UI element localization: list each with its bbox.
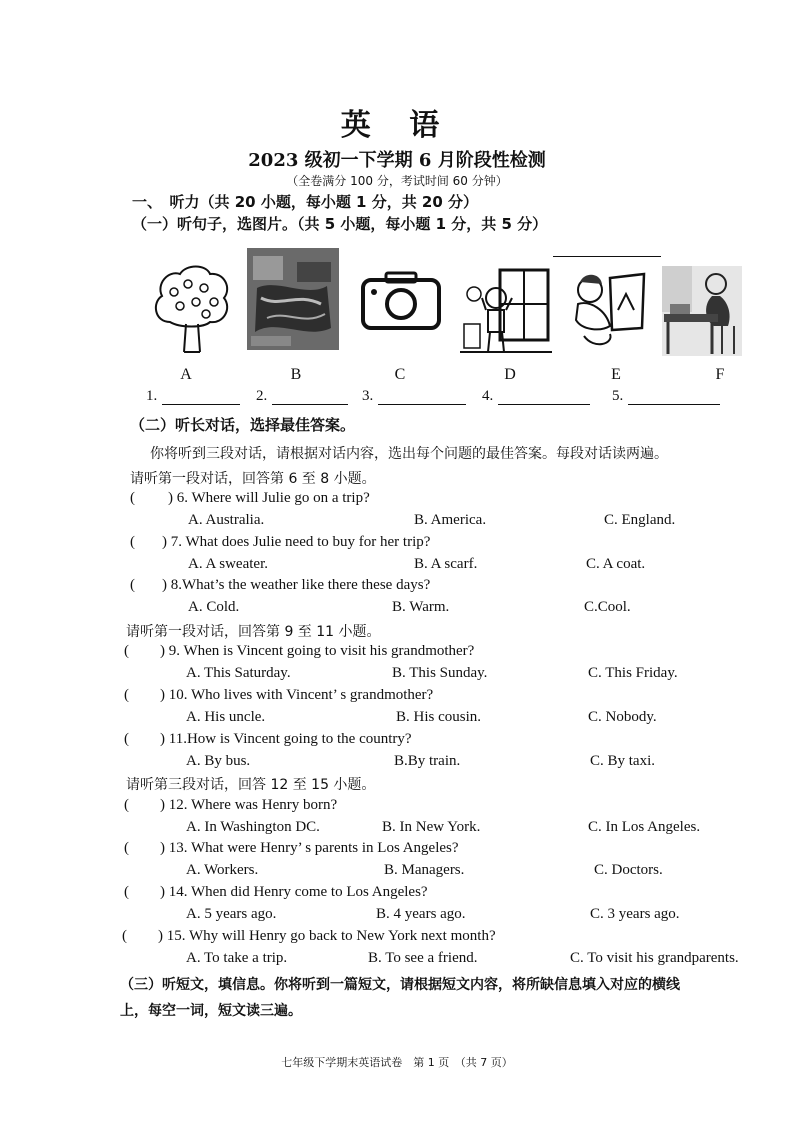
question-10-option-b: B. His cousin. <box>396 709 482 725</box>
apple-tree-icon <box>150 262 234 356</box>
part-3-heading-cont: 上，每空一词，短文读三遍。 <box>120 1003 302 1019</box>
question-11: ) 11.How is Vincent going to the country? <box>160 731 412 747</box>
blank-2-number: 2. <box>256 388 268 404</box>
dialogue-2-intro: 请听第一段对话，回答第 9 至 11 小题。 <box>126 624 381 640</box>
question-9-option-c: C. This Friday. <box>588 665 678 681</box>
blank-5-line[interactable] <box>628 404 720 405</box>
answer-paren[interactable]: ( <box>124 731 129 747</box>
question-7-option-b: B. A scarf. <box>414 556 478 572</box>
question-13: ) 13. What were Henry’ s parents in Los Angeles? <box>160 840 459 856</box>
question-12: ) 12. Where was Henry born? <box>160 797 338 813</box>
answer-paren[interactable]: ( <box>130 490 135 506</box>
blank-1-number: 1. <box>146 388 158 404</box>
part-1-heading: （一）听句子，选图片。（共 5 小题，每小题 1 分，共 5 分） <box>132 215 548 233</box>
question-10: ) 10. Who lives with Vincent’ s grandmother? <box>160 687 434 703</box>
question-14-option-a: A. 5 years ago. <box>186 906 277 922</box>
answer-paren[interactable]: ( <box>124 884 129 900</box>
question-12-option-a: A. In Washington DC. <box>186 819 320 835</box>
boy-window-icon <box>460 268 552 356</box>
answer-paren[interactable]: ( <box>130 534 135 550</box>
question-6-option-c: C. England. <box>604 512 676 528</box>
question-8-option-c: C.Cool. <box>584 599 631 615</box>
blank-4-number: 4. <box>482 388 494 404</box>
picture-label-a: A <box>180 366 192 383</box>
blank-4-line[interactable] <box>498 404 590 405</box>
question-15-option-c: C. To visit his grandparents. <box>570 950 739 966</box>
question-12-option-c: C. In Los Angeles. <box>588 819 701 835</box>
question-11-option-c: C. By taxi. <box>590 753 656 769</box>
picture-label-c: C <box>394 366 406 383</box>
part-2-instruction: 你将听到三段对话，请根据对话内容，选出每个问题的最佳答案。每段对话读两遍。 <box>150 446 668 462</box>
question-14-option-b: B. 4 years ago. <box>376 906 466 922</box>
question-14: ) 14. When did Henry come to Los Angeles? <box>160 884 428 900</box>
question-7: ) 7. What does Julie need to buy for her trip? <box>162 534 431 550</box>
blank-5-number: 5. <box>612 388 624 404</box>
question-9: ) 9. When is Vincent going to visit his grandmother? <box>160 643 475 659</box>
question-11-option-b: B.By train. <box>394 753 461 769</box>
question-15-option-a: A. To take a trip. <box>186 950 288 966</box>
answer-paren[interactable]: ( <box>124 687 129 703</box>
question-6-option-b: B. America. <box>414 512 487 528</box>
answer-paren[interactable]: ( <box>124 797 129 813</box>
photo-b-icon <box>247 248 339 350</box>
exam-subtitle: 2023 级初一下学期 6 月阶段性检测 <box>248 150 546 171</box>
person-desk-icon <box>662 266 742 356</box>
question-13-option-a: A. Workers. <box>186 862 259 878</box>
picture-label-f: F <box>715 366 725 383</box>
question-14-option-c: C. 3 years ago. <box>590 906 680 922</box>
blank-1-line[interactable] <box>162 404 240 405</box>
picture-label-e: E <box>611 366 621 383</box>
question-9-option-a: A. This Saturday. <box>186 665 291 681</box>
question-6-option-a: A. Australia. <box>188 512 265 528</box>
question-7-option-a: A. A sweater. <box>188 556 268 572</box>
dialogue-1-intro: 请听第一段对话，回答第 6 至 8 小题。 <box>130 471 376 487</box>
question-8-option-b: B. Warm. <box>392 599 450 615</box>
question-11-option-a: A. By bus. <box>186 753 251 769</box>
picture-label-d: D <box>504 366 516 383</box>
camera-icon <box>360 270 442 332</box>
page-footer: 七年级下学期末英语试卷 第 1 页 （共 7 页） <box>281 1056 513 1069</box>
exam-note: （全卷满分 100 分，考试时间 60 分钟） <box>286 174 508 188</box>
question-7-option-c: C. A coat. <box>586 556 646 572</box>
answer-paren[interactable]: ( <box>124 643 129 659</box>
question-8-option-a: A. Cold. <box>188 599 240 615</box>
question-8: ) 8.What’s the weather like there these days? <box>162 577 431 593</box>
answer-paren[interactable]: ( <box>124 840 129 856</box>
question-13-option-c: C. Doctors. <box>594 862 663 878</box>
question-10-option-a: A. His uncle. <box>186 709 266 725</box>
question-6: ) 6. Where will Julie go on a trip? <box>168 490 370 506</box>
question-13-option-b: B. Managers. <box>384 862 465 878</box>
page-title: 英 语 <box>340 108 454 143</box>
blank-2-line[interactable] <box>272 404 348 405</box>
picture-label-b: B <box>290 366 302 383</box>
part-3-heading: （三）听短文，填信息。你将听到一篇短文，请根据短文内容，将所缺信息填入对应的横线 <box>120 977 680 993</box>
answer-paren[interactable]: ( <box>122 928 127 944</box>
section-1-heading: 一、 听力（共 20 小题，每小题 1 分，共 20 分） <box>132 193 479 211</box>
blank-3-line[interactable] <box>378 404 466 405</box>
part-2-heading: （二）听长对话，选择最佳答案。 <box>130 416 356 434</box>
question-12-option-b: B. In New York. <box>382 819 481 835</box>
dialogue-3-intro: 请听第三段对话，回答 12 至 15 小题。 <box>126 777 376 793</box>
question-10-option-c: C. Nobody. <box>588 709 657 725</box>
girl-painting-icon <box>570 270 648 352</box>
question-15-option-b: B. To see a friend. <box>368 950 478 966</box>
answer-paren[interactable]: ( <box>130 577 135 593</box>
question-15: ) 15. Why will Henry go back to New York next month? <box>158 928 496 944</box>
decorative-rule <box>553 256 661 257</box>
blank-3-number: 3. <box>362 388 374 404</box>
question-9-option-b: B. This Sunday. <box>392 665 488 681</box>
